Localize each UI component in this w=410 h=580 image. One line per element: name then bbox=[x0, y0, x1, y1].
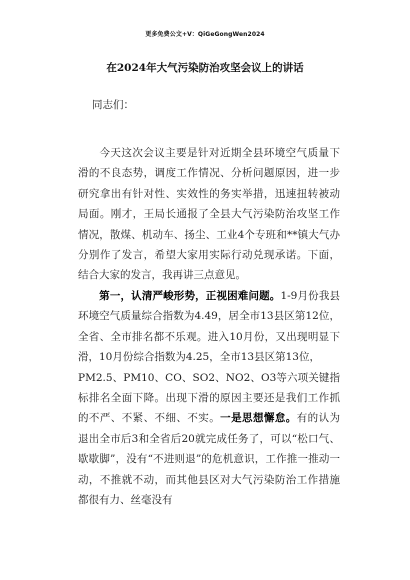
document-title: 在2024年大气污染防治攻坚会议上的讲话 bbox=[106, 62, 304, 74]
paragraph-2-lead: 第一，认清严峻形势，正视困难问题。 bbox=[99, 290, 281, 302]
paragraph-1 bbox=[78, 143, 340, 286]
paragraph-2-part1: 1-9月份我县环境空气质量综合指数为4.49，居全市13县区第12位，全省、全市排名都不乐观。进入10月份，又出现明显下滑，10月份综合指数为4.25，全市13县区第13位， bbox=[78, 290, 340, 364]
paragraph-2-part2: PM2.5、PM10、CO、SO2、NO2、O3等六项关键指标排名全面下降。出现下滑的原因主要还是我们工作抓的不严、不紧、不细、不实。 bbox=[78, 371, 340, 425]
header-note: 更多免费公文+V：QiGeGongWen2024 bbox=[145, 31, 265, 38]
paragraph-2-bold-phrase: 一是思想懈怠。 bbox=[220, 412, 297, 425]
paragraph-2-part3: 有的认为退出全市后3和全省后20就完成任务了，可以“松口气、歇歇脚”，没有“不进则退”的危机意识，工作推一推动一动，不推就不动，而其他县区对大气污染防治工作措施都很有力、丝毫没有 bbox=[78, 412, 341, 507]
paragraph-2 bbox=[78, 286, 340, 510]
paragraph-2-part2-line bbox=[78, 368, 340, 511]
paragraph-1-text: 今天这次会议主要是针对近期全县环境空气质量下滑的不良态势，调度工作情况、分析问题原因，进一步研究拿出有针对性、实效性的务实举措，迅速扭转被动局面。刚才，王局长通报了全县大气污染防治攻坚工作情况，散煤、机动车、扬尘、工业4个专班和**镇大气办分别作了发言，希望大家用实际行动兑现承诺。下面，结合大家的发言，我再讲三点意见。 bbox=[78, 147, 340, 282]
salutation: 同志们： bbox=[92, 99, 134, 111]
